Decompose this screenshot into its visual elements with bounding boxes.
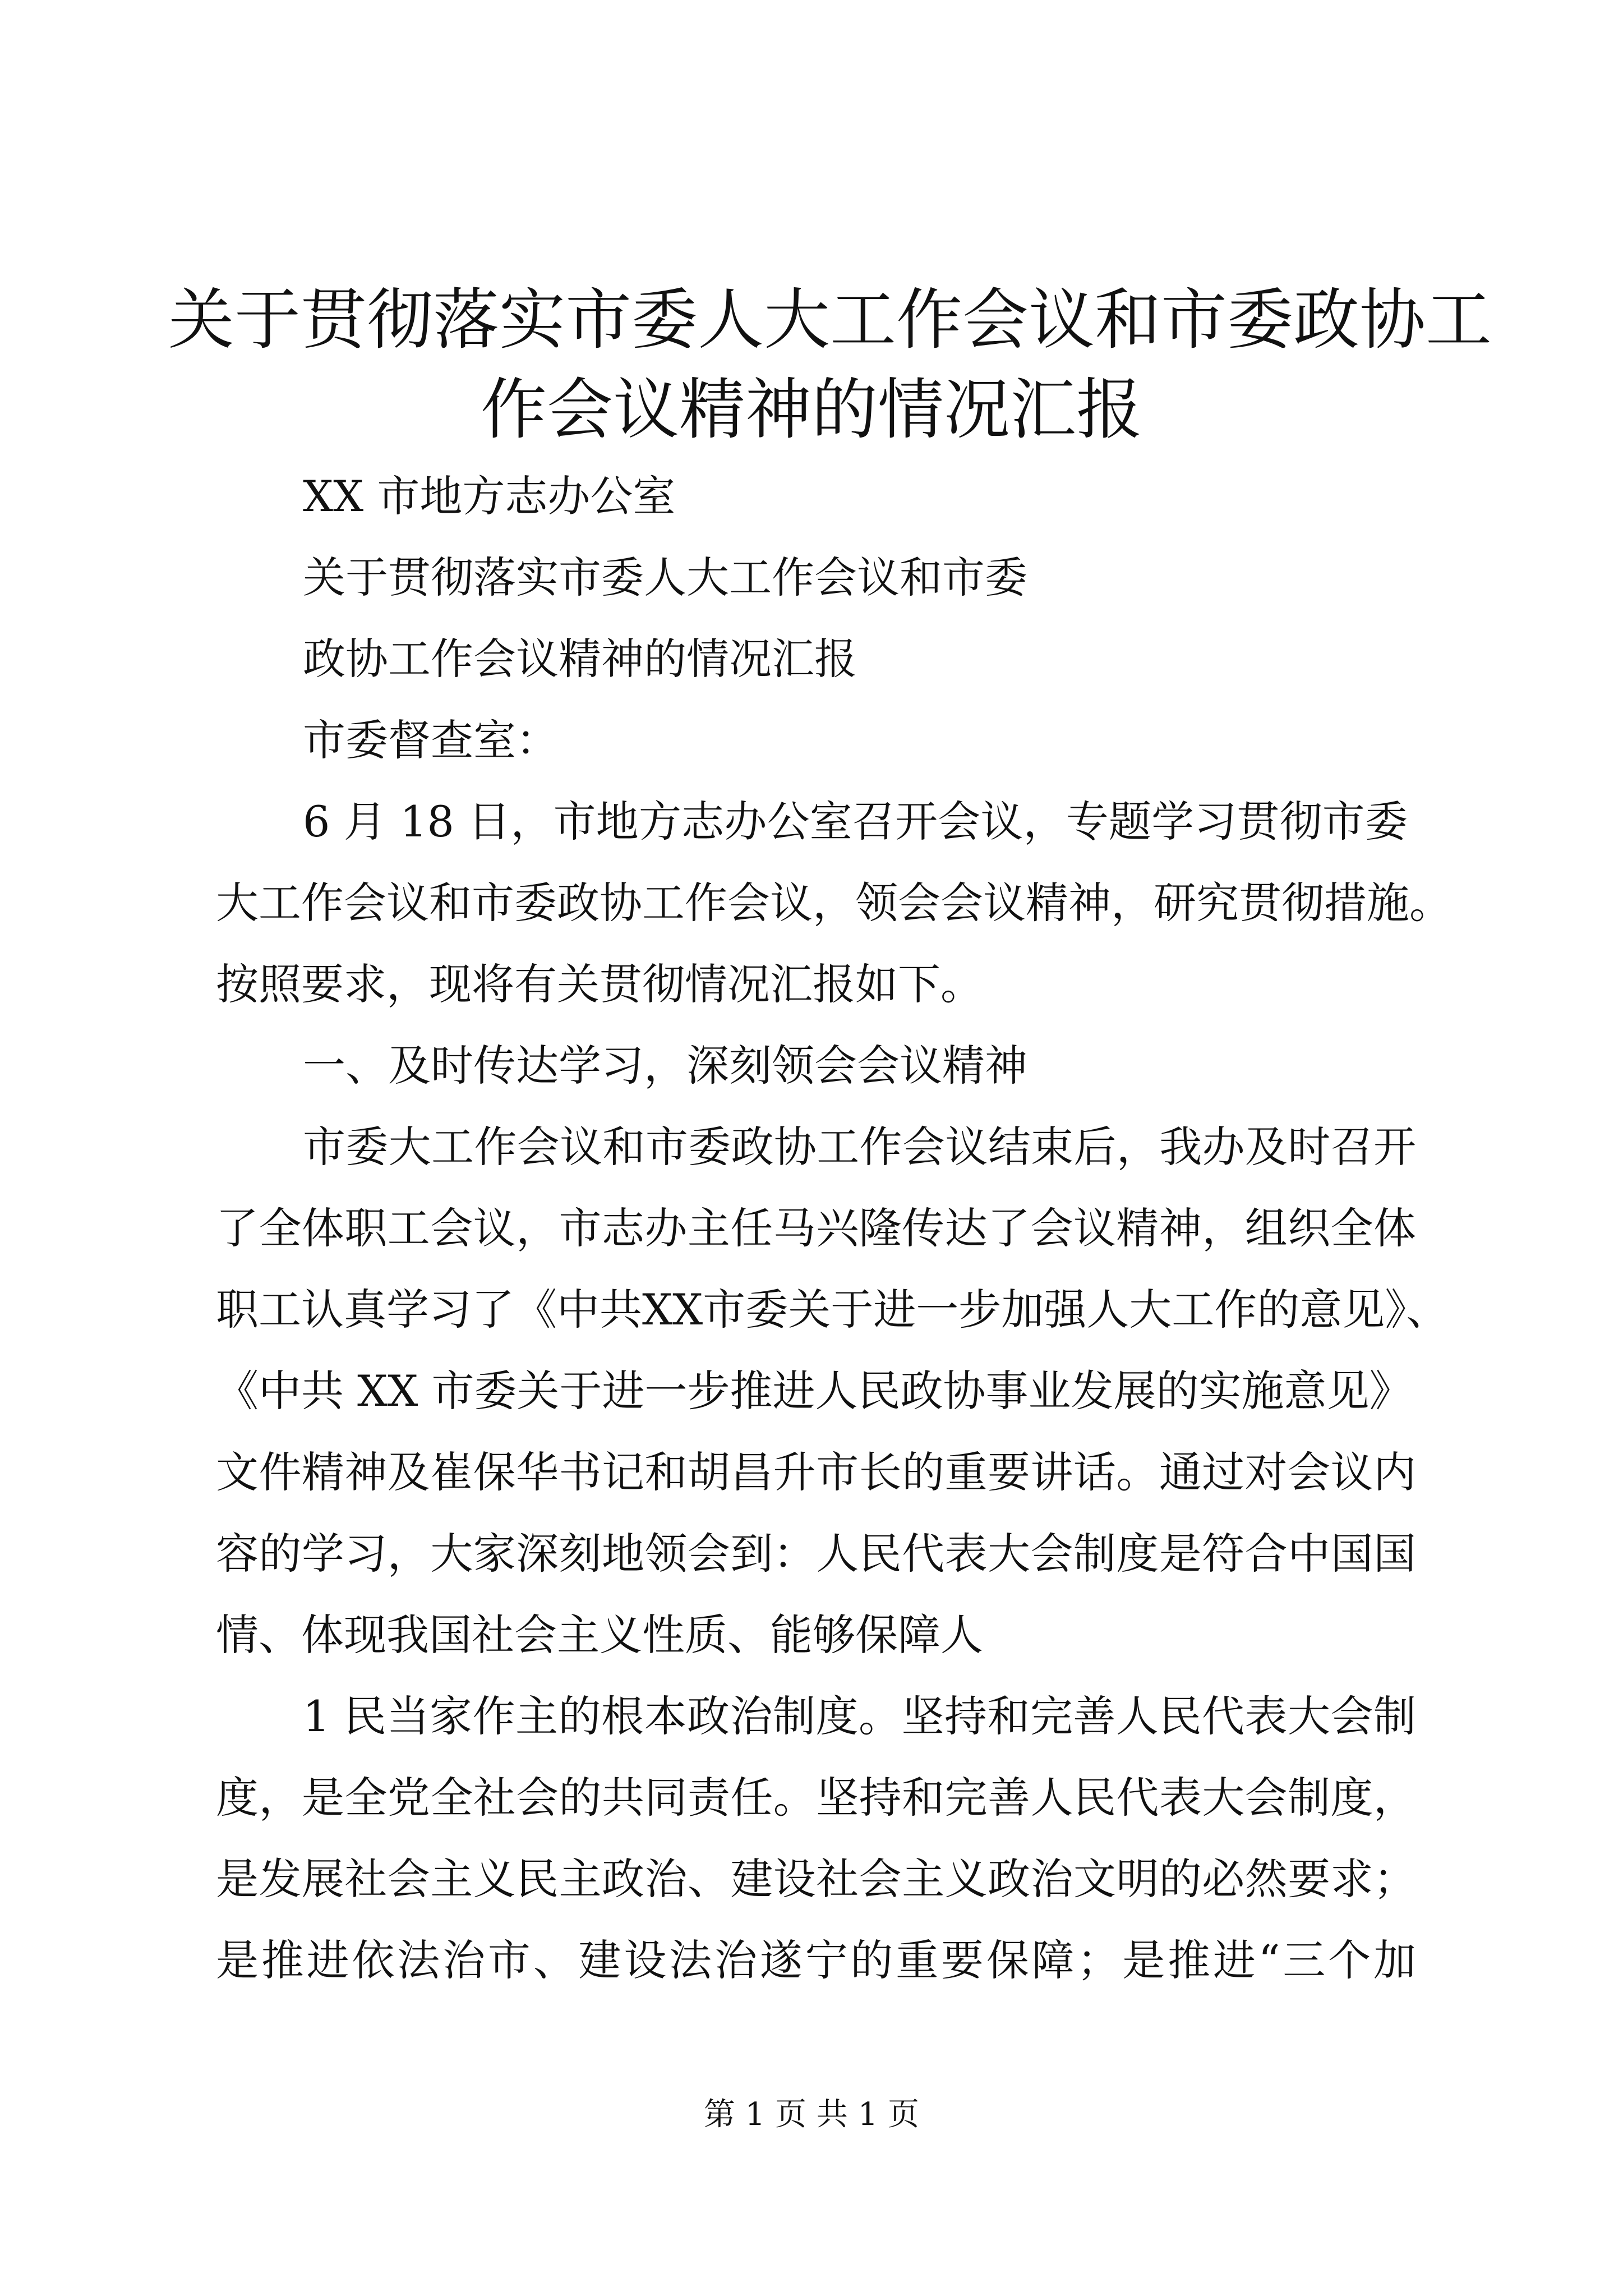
document-title-line-1: 关于贯彻落实市委人大工作会议和市委政协工: [168, 281, 1492, 358]
paragraph-line: 按照要求，现将有关贯彻情况汇报如下。: [216, 959, 983, 1009]
paragraph-line: 1 民当家作主的根本政治制度。坚持和完善人民代表大会制: [303, 1691, 1416, 1741]
paragraph-line: 是推进依法治市、建设法治遂宁的重要保障；是推进“三个加: [216, 1935, 1416, 1985]
paragraph-line: 《中共 XX 市委关于进一步推进人民政协事业发展的实施意见》: [216, 1366, 1412, 1416]
paragraph-line: 度，是全党全社会的共同责任。坚持和完善人民代表大会制度，: [216, 1773, 1416, 1823]
document-title-line-2: 作会议精神的情况汇报: [480, 371, 1142, 448]
page-footer: 第 1 页 共 1 页: [703, 2096, 920, 2133]
paragraph-line: 市委大工作会议和市委政协工作会议结束后，我办及时召开: [303, 1122, 1416, 1172]
paragraph-line: 6 月 18 日，市地方志办公室召开会议，专题学习贯彻市委: [303, 797, 1408, 846]
salutation: 市委督查室：: [303, 715, 559, 765]
paragraph-line: 文件精神及崔保华书记和胡昌升市长的重要讲话。通过对会议内: [216, 1447, 1416, 1497]
paragraph-line: 了全体职工会议，市志办主任马兴隆传达了会议精神，组织全体: [216, 1203, 1416, 1253]
paragraph-line: 职工认真学习了《中共XX市委关于进一步加强人大工作的意见》、: [216, 1285, 1449, 1335]
paragraph-line: 容的学习，大家深刻地领会到：人民代表大会制度是符合中国国: [216, 1529, 1416, 1579]
paragraph-line: 是发展社会主义民主政治、建设社会主义政治文明的必然要求；: [216, 1854, 1416, 1904]
subject-line-1: 关于贯彻落实市委人大工作会议和市委: [303, 553, 1027, 602]
issuer-line: XX 市地方志办公室: [303, 471, 676, 521]
paragraph-line: 大工作会议和市委政协工作会议，领会会议精神，研究贯彻措施。: [216, 878, 1452, 928]
paragraph-line: 情、体现我国社会主义性质、能够保障人: [216, 1610, 983, 1660]
section-heading: 一、及时传达学习，深刻领会会议精神: [303, 1041, 1027, 1091]
subject-line-2: 政协工作会议精神的情况汇报: [303, 634, 857, 684]
